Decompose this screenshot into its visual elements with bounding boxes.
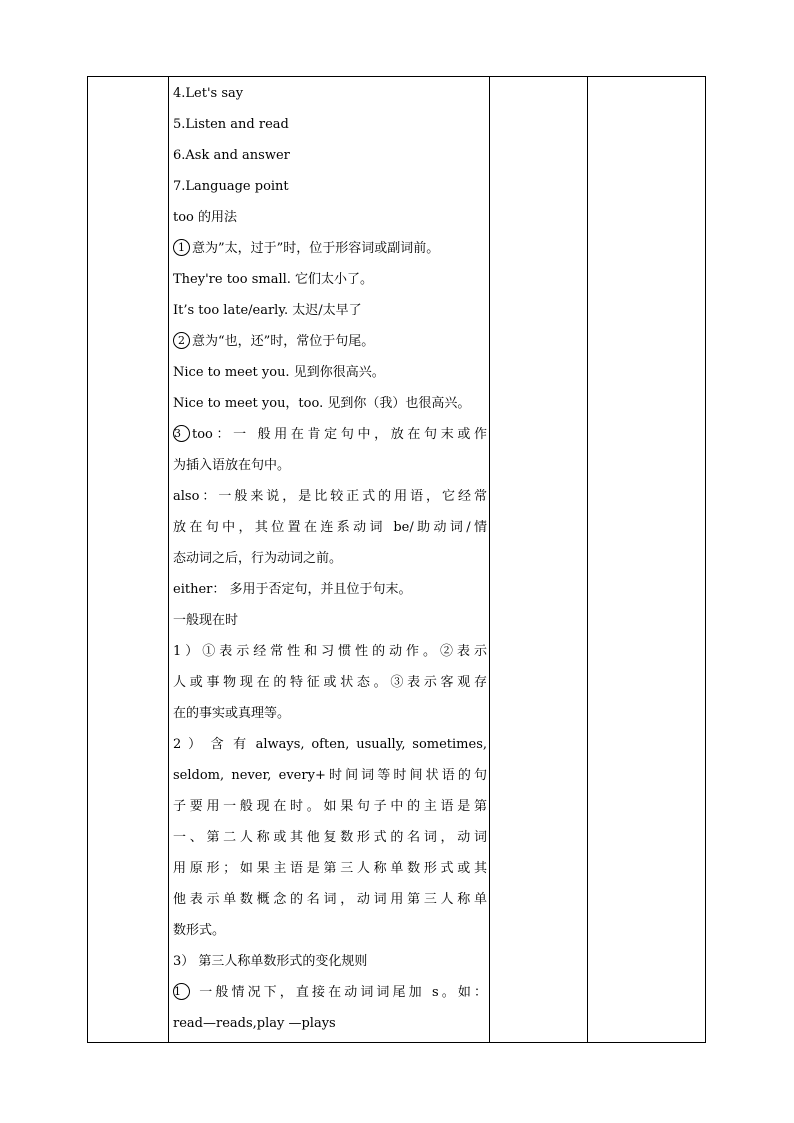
line-text: Nice to meet you，too. 见到你（我）也很高兴。	[173, 396, 471, 411]
line-text: 7.Language point	[173, 179, 289, 194]
content-line	[173, 363, 487, 394]
content-line	[173, 208, 487, 239]
column-divider	[489, 77, 490, 1042]
content-line	[173, 270, 487, 301]
column-divider	[168, 77, 169, 1042]
column-divider	[587, 77, 588, 1042]
line-text: It’s too late/early. 太迟/太早了	[173, 303, 362, 318]
teaching-content-cell	[173, 84, 487, 1045]
content-line	[173, 177, 487, 208]
content-line	[173, 115, 487, 146]
content-line	[173, 704, 487, 735]
content-line	[173, 921, 487, 952]
line-text: 一般现在时	[173, 613, 239, 628]
line-text: They're too small. 它们太小了。	[173, 272, 374, 287]
content-line	[173, 146, 487, 177]
line-text: 态动词之后，行为动词之前。	[173, 551, 343, 566]
circled-number: 1	[173, 239, 190, 256]
content-line	[173, 332, 487, 363]
line-text: 4.Let's say	[173, 86, 244, 101]
line-text: seldom, never, every+时间词等时间状语的句	[173, 768, 487, 783]
content-line	[173, 394, 487, 425]
content-line	[173, 797, 487, 828]
content-line	[173, 673, 487, 704]
line-text: 意为”太，过于”时，位于形容词或副词前。	[192, 241, 440, 256]
content-line	[173, 828, 487, 859]
content-line	[173, 1014, 487, 1045]
line-text: 意为“也，还”时，常位于句尾。	[192, 334, 375, 349]
content-line	[173, 642, 487, 673]
content-line	[173, 549, 487, 580]
line-text: 5.Listen and read	[173, 117, 289, 132]
content-line	[173, 425, 487, 456]
content-line	[173, 766, 487, 797]
content-line	[173, 611, 487, 642]
line-text: 放在句中，其位置在连系动词 be/助动词/情	[173, 520, 487, 535]
line-text: 子要用一般现在时。如果句子中的主语是第	[173, 799, 487, 814]
line-text: too：一 般用在肯定句中，放在句末或作	[192, 427, 487, 442]
content-line	[173, 456, 487, 487]
line-text: 3） 第三人称单数形式的变化规则	[173, 954, 368, 969]
content-line	[173, 239, 487, 270]
line-text: 他表示单数概念的名词，动词用第三人称单	[173, 892, 487, 907]
line-text: 数形式。	[173, 923, 226, 938]
line-text: read—reads,play —plays	[173, 1016, 336, 1031]
circled-number: 3	[173, 425, 190, 442]
line-text: too 的用法	[173, 210, 238, 225]
circled-number: 1	[173, 983, 190, 1000]
content-line	[173, 84, 487, 115]
line-text: 用原形；如果主语是第三人称单数形式或其	[173, 861, 487, 876]
line-text: either： 多用于否定句，并且位于句末。	[173, 582, 412, 597]
content-line	[173, 859, 487, 890]
content-line	[173, 580, 487, 611]
line-text: also：一般来说，是比较正式的用语，它经常	[173, 489, 487, 504]
line-text: 一般情况下，直接在动词词尾加 s。如：	[192, 985, 487, 1000]
content-line	[173, 983, 487, 1014]
content-line	[173, 301, 487, 332]
content-line	[173, 735, 487, 766]
line-text: 6.Ask and answer	[173, 148, 290, 163]
line-text: 一、第二人称或其他复数形式的名词，动词	[173, 830, 487, 845]
content-line	[173, 518, 487, 549]
content-line	[173, 487, 487, 518]
line-text: 为插入语放在句中。	[173, 458, 291, 473]
line-text: 在的事实或真理等。	[173, 706, 291, 721]
line-text: 1）①表示经常性和习惯性的动作。②表示	[173, 644, 487, 659]
content-line	[173, 952, 487, 983]
line-text: Nice to meet you. 见到你很高兴。	[173, 365, 385, 380]
line-text: 2 ） 含 有 always, often, usually, sometimes,	[173, 737, 487, 752]
circled-number: 2	[173, 332, 190, 349]
content-line	[173, 890, 487, 921]
line-text: 人或事物现在的特征或状态。③表示客观存	[173, 675, 487, 690]
